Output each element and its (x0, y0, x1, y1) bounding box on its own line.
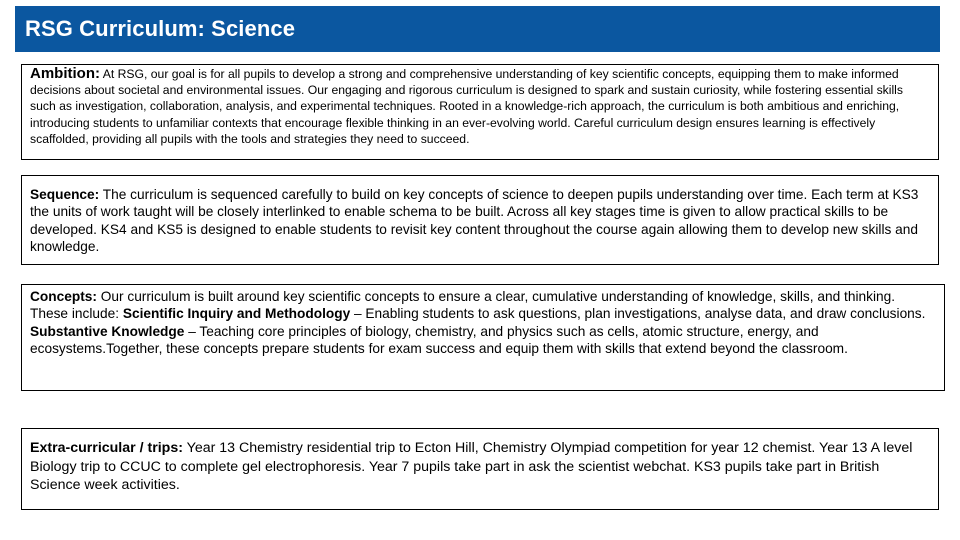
concepts-heading: Concepts: (30, 289, 97, 304)
extra-curricular-paragraph (30, 439, 930, 495)
ambition-box (21, 64, 939, 160)
concepts-paragraph (30, 288, 936, 358)
concepts-term-substantive-text: – Teaching core principles of biology, chemistry, and physics such as cells, atomic structure, energy, and ecosystems.Together, these concepts prepare students for exam success and equip them with skills that extend beyond the classroom. (30, 323, 848, 357)
extra-curricular-box (21, 428, 939, 510)
ambition-paragraph (30, 66, 930, 147)
ambition-heading: Ambition: (30, 65, 100, 82)
sequence-heading: Sequence: (30, 187, 100, 202)
extra-curricular-text: Year 13 Chemistry residential trip to Ecton Hill, Chemistry Olympiad competition for year 12 chemist. Year 13 A level Biology trip to CCUC to complete gel electrophoresis. Year 7 pupils take part in ask the scientist webchat. KS3 pupils take part in British Science week activities. (30, 440, 913, 494)
concepts-term-substantive: Substantive Knowledge (30, 323, 185, 339)
extra-curricular-heading: Extra-curricular / trips: (30, 440, 183, 456)
concepts-term-inquiry: Scientific Inquiry and Methodology (122, 306, 351, 322)
page-title: RSG Curriculum: Science (25, 16, 296, 41)
concepts-term-inquiry-text: – Enabling students to ask questions, plan investigations, analyse data, and draw conclusions. (350, 306, 926, 322)
concepts-box (21, 284, 945, 391)
concepts-intro: Our curriculum is built around key scientific concepts to ensure a clear, cumulative understanding of knowledge, skills, and thinking. These include: (30, 289, 896, 322)
title-bar (15, 6, 940, 52)
ambition-text: At RSG, our goal is for all pupils to develop a strong and comprehensive understanding of key scientific concepts, equipping them to make informed decisions about societal and environmental issues. Our engaging and rigorous curriculum is designed to spark and sustain curiosity, while fostering essential skills such as investigation, collaboration, analysis, and experimental techniques. Rooted in a knowledge-rich approach, the curriculum is both ambitious and enriching, introducing students to unfamiliar contexts that encourage flexible thinking in an ever-evolving world. Careful curriculum design ensures learning is effectively scaffolded, providing all pupils with the tools and strategies they need to succeed. (30, 67, 903, 146)
sequence-box (21, 175, 939, 265)
sequence-paragraph (30, 186, 930, 256)
sequence-text: The curriculum is sequenced carefully to build on key concepts of science to deepen pupils understanding over time. Each term at KS3 the units of work taught will be closely interlinked to enable schema to be built. Across all key stages time is given to allow practical skills to be developed. KS4 and KS5 is designed to enable students to revisit key content throughout the course again allowing them to develop new skills and knowledge. (30, 187, 919, 255)
